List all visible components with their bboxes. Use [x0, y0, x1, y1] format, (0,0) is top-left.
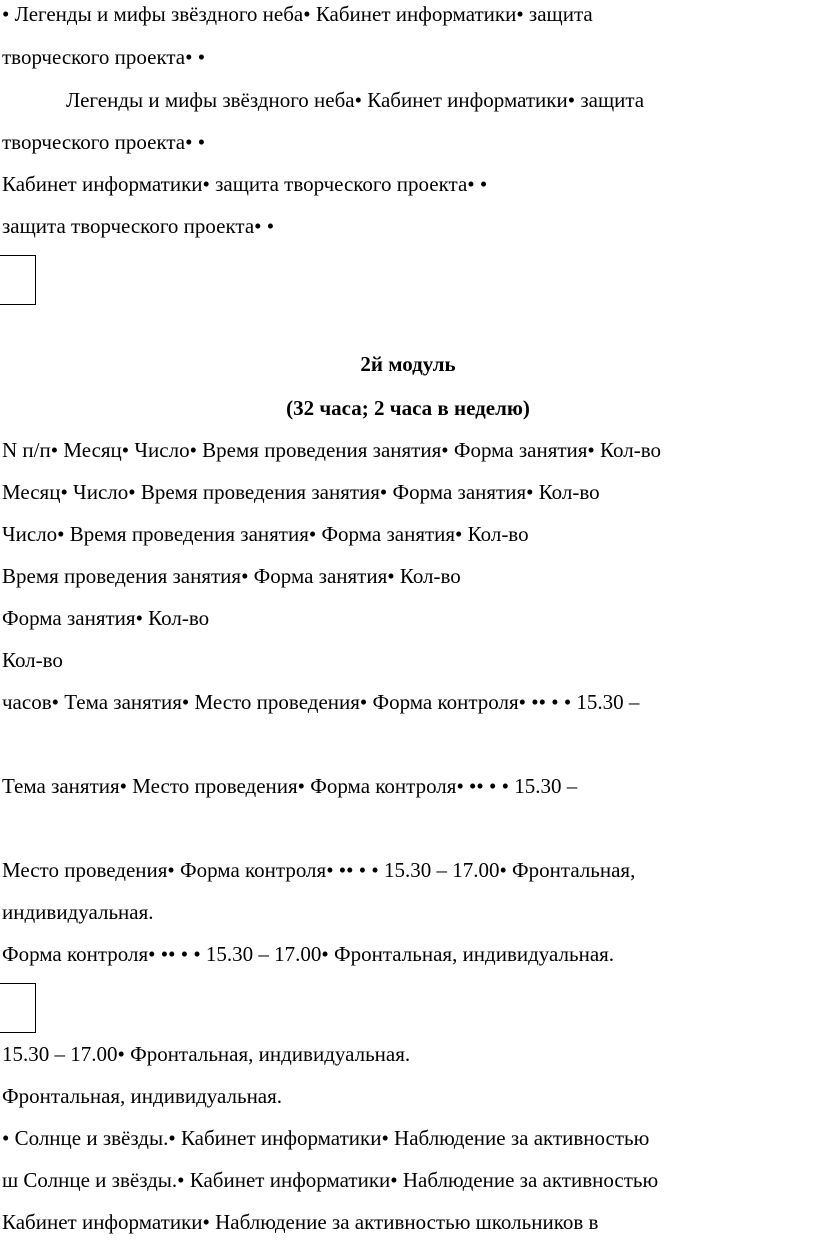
header-line-5: Форма занятия• Кол-во — [2, 606, 210, 630]
header-line-3: Число• Время проведения занятия• Форма занятия• Кол-во — [2, 522, 529, 546]
text-line-5: Кабинет информатики• защита творческого проекта• • — [2, 172, 488, 196]
header-line-2: Месяц• Число• Время проведения занятия• Форма занятия• Кол-во — [2, 480, 600, 504]
text-line-6: защита творческого проекта• • — [2, 214, 275, 238]
row-line-1: • Солнце и звёзды.• Кабинет информатики• Наблюдение за активностью — [2, 1126, 650, 1150]
header-line-7: часов• Тема занятия• Место проведения• Форма контроля• •• • • 15.30 – — [2, 690, 640, 714]
header-line-4: Время проведения занятия• Форма занятия• Кол-во — [2, 564, 461, 588]
empty-box — [0, 983, 36, 1033]
row-line-3: Кабинет информатики• Наблюдение за активностью школьников в — [2, 1210, 599, 1234]
module-hours: (32 часа; 2 часа в неделю) — [286, 396, 530, 420]
text-line-4: творческого проекта• • — [2, 130, 206, 154]
header-line-1: N п/п• Месяц• Число• Время проведения занятия• Форма занятия• Кол-во — [2, 438, 661, 462]
text-line-3: Легенды и мифы звёздного неба• Кабинет информатики• защита — [66, 88, 645, 112]
header-line-12: 15.30 – 17.00• Фронтальная, индивидуальная. — [2, 1042, 411, 1066]
module-title: 2й модуль — [360, 352, 456, 376]
header-line-9: Место проведения• Форма контроля• •• • • 15.30 – 17.00• Фронтальная, — [2, 858, 636, 882]
row-line-2: ш Солнце и звёзды.• Кабинет информатики• Наблюдение за активностью — [2, 1168, 659, 1192]
empty-box — [0, 255, 36, 305]
text-line-1: • Легенды и мифы звёздного неба• Кабинет информатики• защита — [2, 2, 593, 26]
header-line-13: Фронтальная, индивидуальная. — [2, 1084, 283, 1108]
header-line-10: индивидуальная. — [2, 900, 154, 924]
header-line-11: Форма контроля• •• • • 15.30 – 17.00• Фронтальная, индивидуальная. — [2, 942, 615, 966]
text-line-2: творческого проекта• • — [2, 45, 206, 69]
header-line-6: Кол-во — [2, 648, 63, 672]
header-line-8: Тема занятия• Место проведения• Форма контроля• •• • • 15.30 – — [2, 774, 578, 798]
